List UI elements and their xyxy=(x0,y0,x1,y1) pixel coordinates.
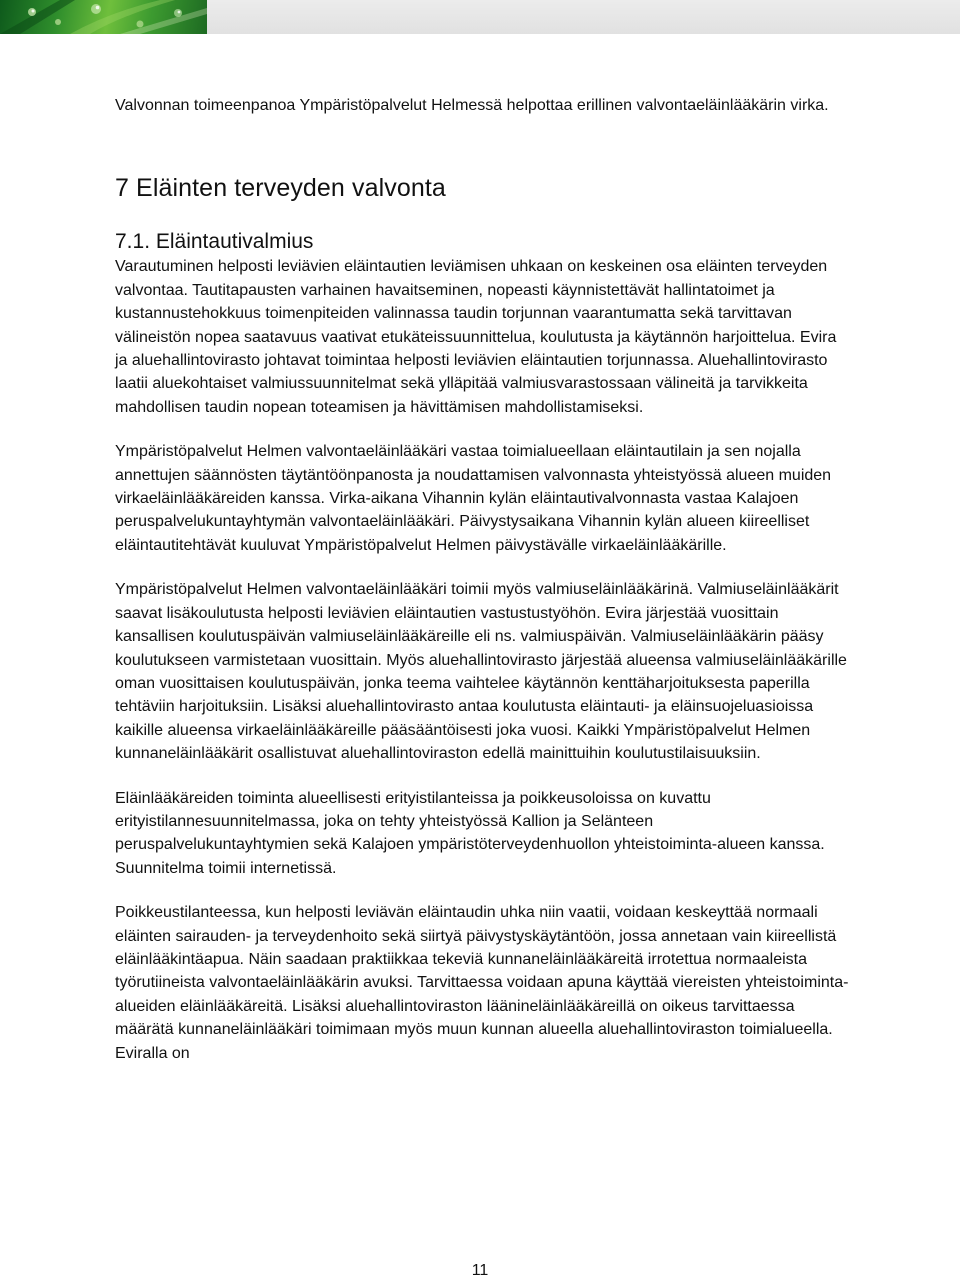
spacer xyxy=(115,203,850,229)
paragraph: Ympäristöpalvelut Helmen valvontaeläinlääkäri toimii myös valmiuseläinlääkärinä. Valmiuseläinlääkärit saavat lisäkoulutusta helposti leviävien eläintautien vastustustyöhön. Evira järjestää vuosittain kansallisen koulutuspäivän valmiuseläinlääkäreille eli ns. valmiuspäivän. Valmiuseläinlääkärin pääsy koulutukseen varmistetaan vuosittain. Myös aluehallintovirasto järjestää alueensa valmiuseläinlääkärille oman vuosittaisen koulutuspäivän, jonka teema vaihtelee käytännön kenttäharjoituksesta paperilla tehtäviin harjoituksiin. Lisäksi aluehallintovirasto antaa koulutusta eläintauti- ja eläinsuojeluasioissa kaikille alueensa virkaeläinlääkäreille pääsääntöisesti joka vuosi. Kaikki Ympäristöpalvelut Helmen kunnaneläinlääkärit osallistuvat aluehallintoviraston edellä mainittuihin koulutustilaisuuksiin. xyxy=(115,581,847,763)
spacer xyxy=(115,766,850,787)
paragraph: Eläinlääkäreiden toiminta alueellisesti erityistilanteissa ja poikkeusoloissa on kuvattu erityistilannesuunnitelmassa, joka on tehty yhteistyössä Kallion ja Selänteen peruspalvelukuntayhtymien sekä Kalajoen ympäristöterveydenhuollon yhteistoiminta-alueen kanssa. Suunnitelma toimii internetissä. xyxy=(115,789,825,877)
page-number: 11 xyxy=(471,1262,489,1279)
paragraph: Ympäristöpalvelut Helmen valvontaeläinlääkäri vastaa toimialueellaan eläintautilain ja sen nojalla annettujen säännösten täytäntöönpanosta ja noudattamisen valvonnasta yhteistyössä alueen muiden virkaeläinlääkäreiden kanssa. Virka-aikana Vihannin kylän eläintautivalvonnasta vastaa Kalajoen peruspalvelukuntayhtymän valvontaeläinlääkäri. Päivystysaikana Vihannin kylän alueen kiireelliset eläintautitehtävät kuuluvat Ympäristöpalvelut Helmen päivystävälle virkaeläinlääkärille. xyxy=(115,443,832,554)
paragraph: Varautuminen helposti leviävien eläintautien leviämisen uhkaan on keskeinen osa eläinten terveyden valvontaa. Tautitapausten varhainen havaitseminen, nopeasti käynnistettävät hallintatoimet ja kustannustehokkuus toimenpiteiden valinnassa taudin torjunnan vaarantumatta sekä tarvittavan välineistön nopea saatavuus vaativat etukäteissuunnittelua, koulutusta ja käytännön harjoittelua. Evira ja aluehallintovirasto johtavat toimintaa helposti leviävien eläintautien torjunnassa. Aluehallintovirasto laatii aluekohtaiset valmiussuunnitelmat sekä ylläpitää valmiusvarastossaan välineitä ja tarvikkeita mahdollisen taudin nopean toteamisen ja hävittämisen mahdollistamiseksi. xyxy=(115,258,837,416)
document-body xyxy=(115,94,850,1065)
spacer xyxy=(115,419,850,440)
spacer xyxy=(115,117,850,173)
intro-paragraph: Valvonnan toimeenpanoa Ympäristöpalvelut Helmessä helpottaa erillinen valvontaeläinlääkärin virka. xyxy=(115,97,829,114)
spacer xyxy=(115,557,850,578)
chapter-title: 7 Eläinten terveyden valvonta xyxy=(115,174,446,203)
paragraph: Poikkeustilanteessa, kun helposti leviävän eläintaudin uhka niin vaatii, voidaan keskeyttää normaali eläinten sairauden- ja terveydenhoito sekä siirtyä päivystyskäytäntöön, jossa annetaan vain kiireellistä eläinlääkintäapua. Näin saadaan praktiikkaa tekeviä kunnaneläinlääkäreitä irrotettua normaaleista työrutiineista valvontaeläinlääkärin avuksi. Tarvittaessa voidaan apuna käyttää viereisten yhteistoiminta-alueiden eläinlääkäreitä. Lisäksi aluehallintoviraston läänineläinlääkäreillä on oikeus tarvittaessa määrätä kunnaneläinlääkäri toimimaan myös muun kunnan alueella aluehallintoviraston toimialueella. Eviralla on xyxy=(115,904,849,1062)
section-title: 7.1. Eläintautivalmius xyxy=(115,230,314,254)
leaf-icon xyxy=(0,0,207,34)
spacer xyxy=(115,880,850,901)
leaf-banner-image xyxy=(0,0,207,34)
